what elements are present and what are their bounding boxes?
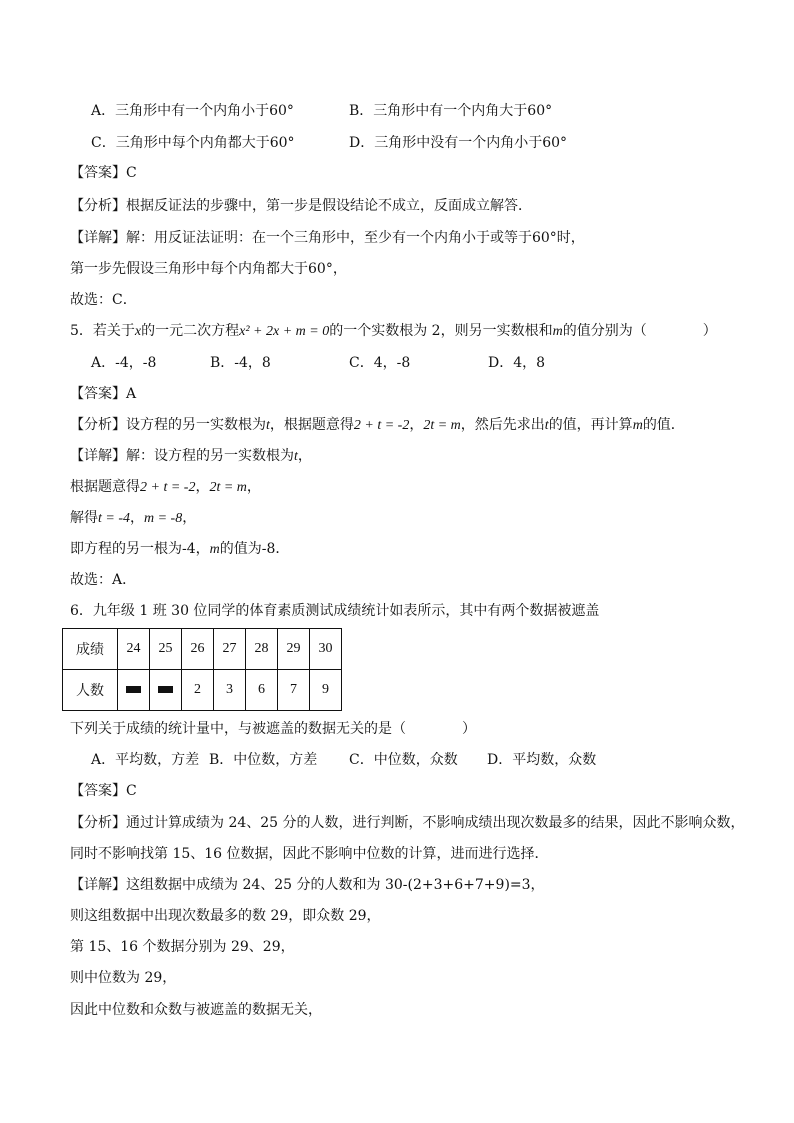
table-cell: 6 <box>246 670 278 711</box>
table-cell-masked <box>150 670 182 711</box>
q4-detail-line-1: 【详解】解：用反证法证明：在一个三角形中，至少有一个内角小于或等于60°时， <box>70 230 585 246</box>
q4-option-a: A．三角形中有一个内角小于60° <box>91 103 294 119</box>
q4-answer: 【答案】C <box>70 165 137 181</box>
q5-answer: 【答案】A <box>70 386 137 402</box>
q5-stem: 5．若关于x的一元二次方程x² + 2x + m = 0的一个实数根为 2，则另一实数根和m的值分别为（ ） <box>70 323 717 339</box>
q5-conclusion: 故选：A． <box>70 572 137 588</box>
q5-option-c: C．4，-8 <box>349 355 411 371</box>
q4-detail-line-2: 第一步先假设三角形中每个内角都大于60°， <box>70 261 347 277</box>
q6-analysis-line-2: 同时不影响找第 15、16 位数据，因此不影响中位数的计算，进而进行选择． <box>70 846 549 862</box>
q4-option-b: B．三角形中有一个内角大于60° <box>349 103 553 119</box>
q6-option-c: C．中位数，众数 <box>349 752 458 768</box>
q5-equation: x² + 2x + m = 0 <box>239 324 330 339</box>
q5-detail-line-4: 即方程的另一根为-4，m的值为-8． <box>70 541 290 557</box>
q5-detail-line-2: 根据题意得2 + t = -2，2t = m， <box>70 479 261 495</box>
q6-option-b: B．中位数，方差 <box>209 752 318 768</box>
table-row-label: 成绩 <box>63 629 118 670</box>
masked-data-block <box>158 686 173 693</box>
table-cell: 3 <box>214 670 246 711</box>
q6-question: 下列关于成绩的统计量中，与被遮盖的数据无关的是（ ） <box>70 721 476 737</box>
table-cell: 26 <box>182 629 214 670</box>
q4-option-c: C．三角形中每个内角都大于60° <box>91 135 295 151</box>
q6-option-a: A．平均数，方差 <box>91 752 200 768</box>
table-cell-masked <box>118 670 150 711</box>
table-row <box>63 629 342 670</box>
table-cell: 27 <box>214 629 246 670</box>
table-row <box>63 670 342 711</box>
q6-detail-line-4: 则中位数为 29， <box>70 970 177 986</box>
q5-option-a: A．-4，-8 <box>91 355 157 371</box>
q6-detail-line-2: 则这组数据中出现次数最多的数 29，即众数 29， <box>70 908 381 924</box>
q6-detail-line-3: 第 15、16 个数据分别为 29、29， <box>70 939 295 955</box>
q6-detail-line-1: 【详解】这组数据中成绩为 24、25 分的人数和为 30-(2+3+6+7+9)=3， <box>70 877 545 893</box>
table-row-label: 人数 <box>63 670 118 711</box>
q5-option-d: D．4，8 <box>488 355 546 371</box>
q5-detail-line-1: 【详解】解：设方程的另一实数根为t， <box>70 448 312 464</box>
table-cell: 2 <box>182 670 214 711</box>
table-cell: 25 <box>150 629 182 670</box>
table-cell: 30 <box>310 629 342 670</box>
score-table <box>62 628 342 711</box>
table-cell: 24 <box>118 629 150 670</box>
q6-option-d: D．平均数，众数 <box>487 752 597 768</box>
q6-analysis-line-1: 【分析】通过计算成绩为 24、25 分的人数，进行判断，不影响成绩出现次数最多的结果，因此不影响众数， <box>70 815 745 831</box>
q5-detail-line-3: 解得t = -4，m = -8， <box>70 510 197 526</box>
q6-stem: 6．九年级 1 班 30 位同学的体育素质测试成绩统计如表所示，其中有两个数据被遮盖 <box>70 603 600 619</box>
q4-conclusion: 故选：C． <box>70 292 137 308</box>
q4-option-d: D．三角形中没有一个内角小于60° <box>349 135 568 151</box>
q6-detail-line-5: 因此中位数和众数与被遮盖的数据无关， <box>70 1002 322 1018</box>
q4-analysis: 【分析】根据反证法的步骤中，第一步是假设结论不成立，反面成立解答． <box>70 198 532 214</box>
table-cell: 7 <box>278 670 310 711</box>
q6-answer: 【答案】C <box>70 783 137 799</box>
table-cell: 28 <box>246 629 278 670</box>
table-cell: 29 <box>278 629 310 670</box>
q5-analysis: 【分析】设方程的另一实数根为t，根据题意得2 + t = -2，2t = m，然后先求出t的值，再计算m的值． <box>70 417 685 433</box>
masked-data-block <box>126 686 141 693</box>
table-cell: 9 <box>310 670 342 711</box>
q5-option-b: B．-4，8 <box>210 355 271 371</box>
